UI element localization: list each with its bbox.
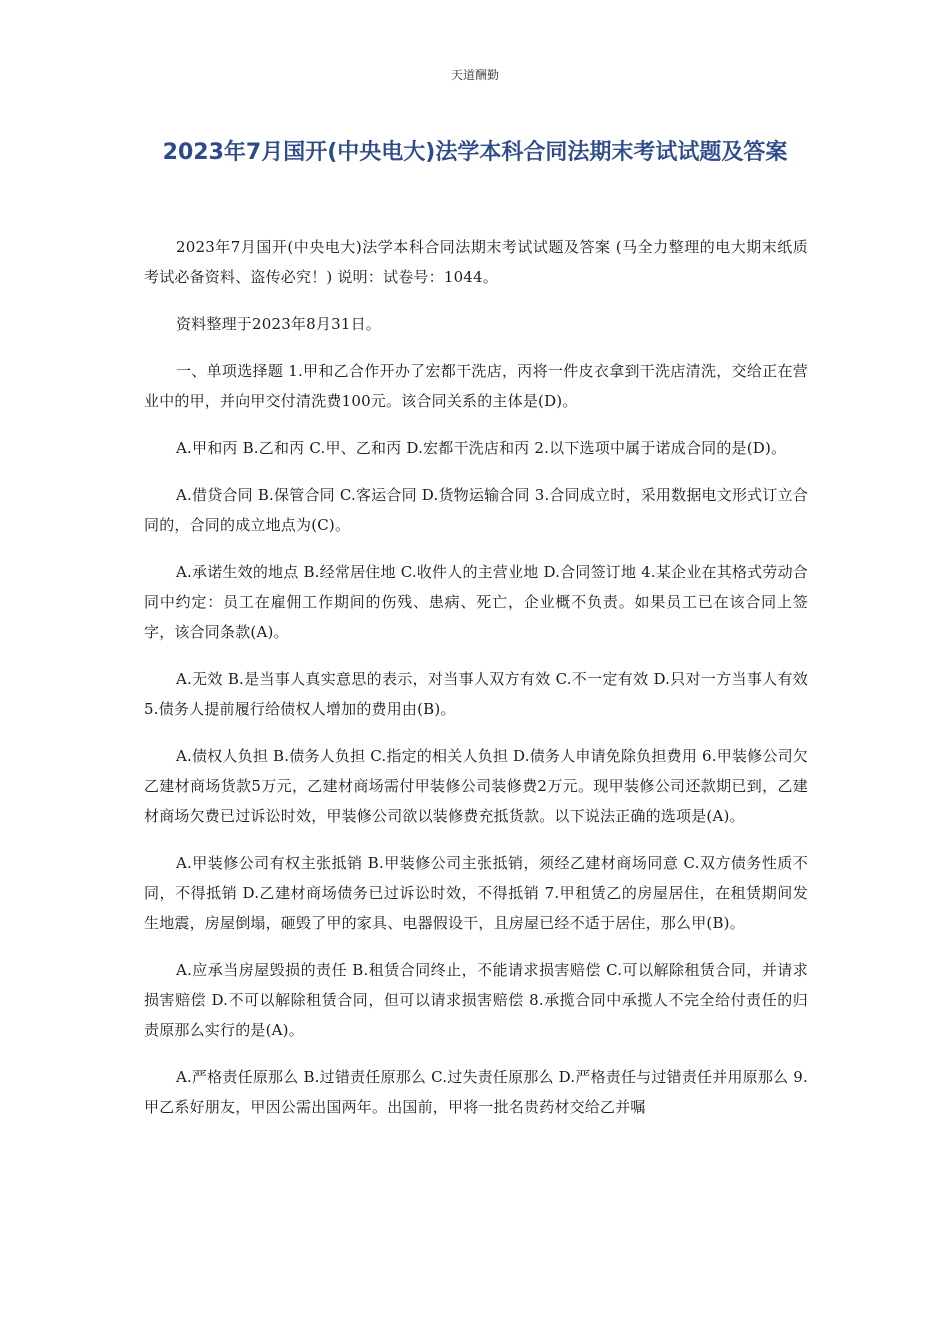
paragraph-intro: 2023年7月国开(中央电大)法学本科合同法期末考试试题及答案 (马全力整理的电大期末纸质考试必备资料、盗传必究！) 说明：试卷号：1044。	[144, 238, 808, 286]
paragraph-question-2: A.甲和丙 B.乙和丙 C.甲、乙和丙 D.宏都干洗店和丙 2.以下选项中属于诺成合同的是(D)。	[176, 439, 787, 457]
paragraph-question-3: A.借贷合同 B.保管合同 C.客运合同 D.货物运输合同 3.合同成立时，采用数据电文形式订立合同的，合同的成立地点为(C)。	[144, 486, 808, 534]
paragraph-question-6: A.债权人负担 B.债务人负担 C.指定的相关人负担 D.债务人申请免除负担费用 6.甲装修公司欠乙建材商场货款5万元，乙建材商场需付甲装修公司装修费2万元。现甲装修公司还款期已到，乙建材商场欠费已过诉讼时效，甲装修公司欲以装修费充抵货款。以下说法正确的选项是(A)。	[144, 747, 808, 825]
paragraph-question-9: A.严格责任原那么 B.过错责任原那么 C.过失责任原那么 D.严格责任与过错责任并用原那么 9.甲乙系好朋友，甲因公需出国两年。出国前，甲将一批名贵药材交给乙并嘱	[144, 1068, 808, 1116]
document-body	[144, 232, 808, 1139]
document-title: 2023年7月国开(中央电大)法学本科合同法期末考试试题及答案	[162, 140, 788, 165]
paragraph-question-7: A.甲装修公司有权主张抵销 B.甲装修公司主张抵销，须经乙建材商场同意 C.双方债务性质不同，不得抵销 D.乙建材商场债务已过诉讼时效，不得抵销 7.甲租赁乙的房屋居住，在租赁期间发生地震，房屋倒塌，砸毁了甲的家具、电器假设干，且房屋已经不适于居住，那么甲(B)。	[144, 854, 808, 932]
paragraph-question-4: A.承诺生效的地点 B.经常居住地 C.收件人的主营业地 D.合同签订地 4.某企业在其格式劳动合同中约定：员工在雇佣工作期间的伤残、患病、死亡，企业概不负责。如果员工已在该合同上签字，该合同条款(A)。	[144, 563, 808, 641]
paragraph-question-8: A.应承当房屋毁损的责任 B.租赁合同终止，不能请求损害赔偿 C.可以解除租赁合同，并请求损害赔偿 D.不可以解除租赁合同，但可以请求损害赔偿 8.承揽合同中承揽人不完全给付责任的归责原那么实行的是(A)。	[144, 961, 808, 1039]
page-header: 天道酬勤	[450, 68, 499, 82]
paragraph-question-5: A.无效 B.是当事人真实意思的表示，对当事人双方有效 C.不一定有效 D.只对一方当事人有效 5.债务人提前履行给债权人增加的费用由(B)。	[144, 670, 808, 718]
paragraph-question-1: 一、单项选择题 1.甲和乙合作开办了宏都干洗店，丙将一件皮衣拿到干洗店清洗，交给正在营业中的甲，并向甲交付清洗费100元。该合同关系的主体是(D)。	[144, 362, 808, 410]
paragraph-date: 资料整理于2023年8月31日。	[176, 315, 382, 333]
